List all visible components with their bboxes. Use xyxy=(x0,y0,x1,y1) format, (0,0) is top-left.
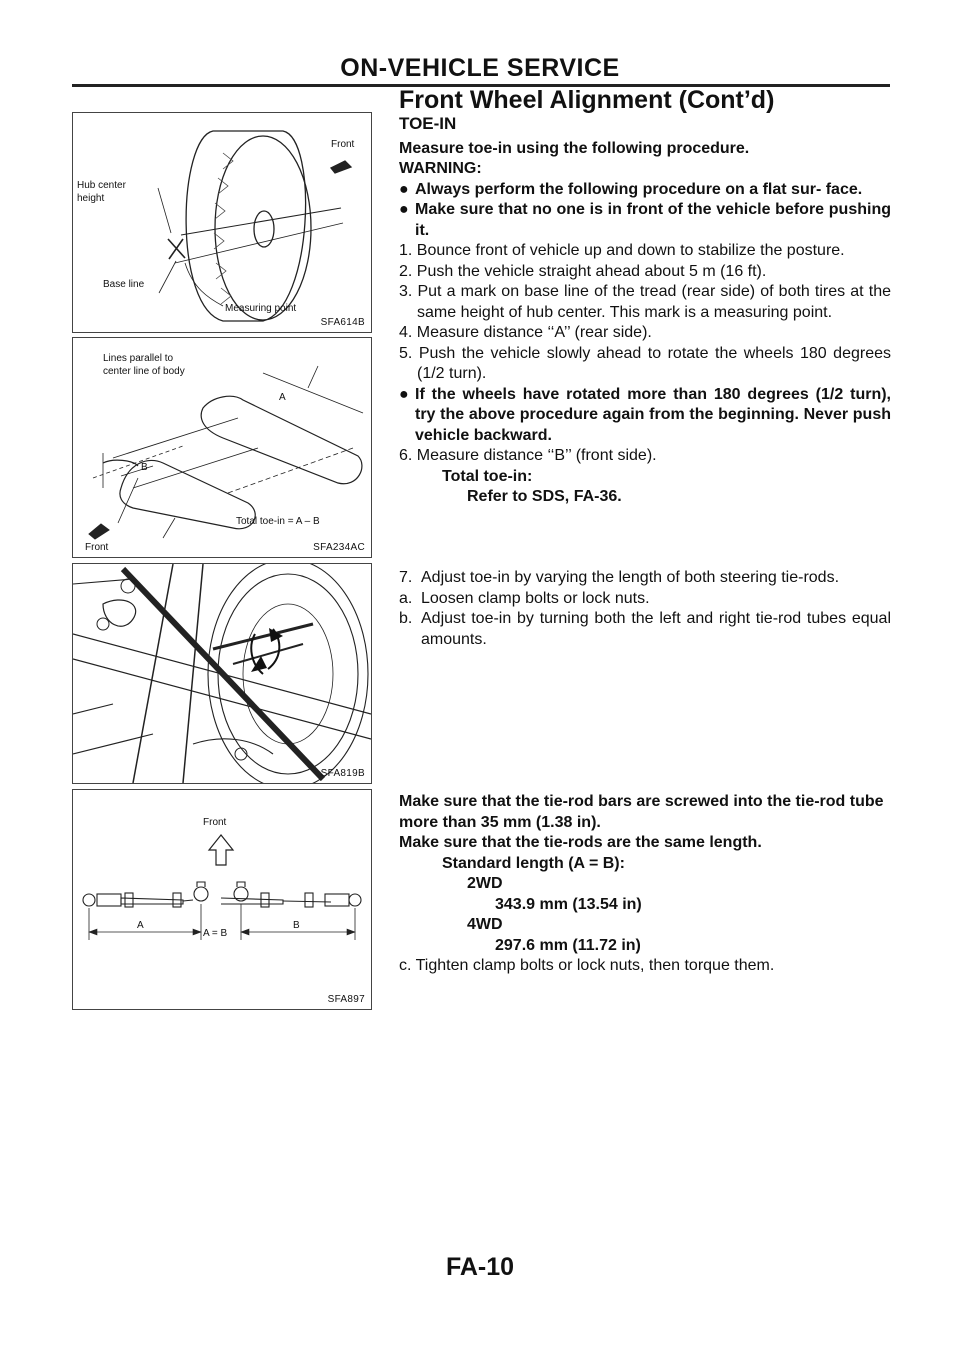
spec-2wd-value: 343.9 mm (13.54 in) xyxy=(495,895,642,913)
toe-in-illustration xyxy=(73,338,371,557)
figure-code: SFA614B xyxy=(320,317,365,328)
tie-rod-length-spec xyxy=(399,792,891,977)
spec-4wd-label: 4WD xyxy=(467,916,503,933)
warning-bullet: ● Always perform the following procedure on a flat sur- face. xyxy=(399,180,863,198)
label-height: height xyxy=(77,193,105,204)
toe-in-procedure xyxy=(399,114,891,508)
label-b: B xyxy=(141,462,148,473)
label-base-line: Base line xyxy=(103,279,145,290)
procedure-step: 5. Push the vehicle slowly ahead to rotate the wheels 180 degrees (1/2 turn). xyxy=(399,344,891,382)
tie-rod-note: Make sure that the tie-rods are the same length. xyxy=(399,834,762,851)
procedure-step: 6. Measure distance ‘‘B’’ (front side). xyxy=(399,447,657,464)
standard-length-label: Standard length (A = B): xyxy=(442,854,625,872)
label-a: A xyxy=(137,920,144,931)
tie-rod-note: Make sure that the tie-rod bars are screwed into the tie-rod tube more than 35 mm (1.38 in). xyxy=(399,793,884,831)
rotation-arrow-icon xyxy=(269,628,283,642)
procedure-step: 2. Push the vehicle straight ahead about 5 m (16 ft). xyxy=(399,262,767,280)
spec-2wd-label: 2WD xyxy=(467,875,503,892)
spec-value: Refer to SDS, FA-36. xyxy=(467,488,622,505)
label-b: B xyxy=(293,920,300,931)
warning-label: WARNING: xyxy=(399,160,482,177)
page-number: FA-10 xyxy=(445,1253,515,1281)
front-arrow-icon xyxy=(89,524,109,539)
spec-4wd-value: 297.6 mm (11.72 in) xyxy=(495,936,641,954)
label-measuring-point: Measuring point xyxy=(225,303,297,314)
label-front: Front xyxy=(331,139,355,150)
tire-illustration xyxy=(73,113,371,332)
figure-code: SFA897 xyxy=(327,994,365,1005)
label-front: Front xyxy=(85,542,109,553)
procedure-step: 4. Measure distance ‘‘A’’ (rear side). xyxy=(399,324,652,341)
figure-code: SFA819B xyxy=(320,768,365,779)
figure-tie-rod-adjust xyxy=(72,563,372,784)
figure-tie-rod-length xyxy=(72,789,372,1010)
page-subtitle: Front Wheel Alignment (Cont’d) xyxy=(399,86,775,114)
label-hub-center: Hub center xyxy=(77,180,126,191)
warning-bullet: ● Make sure that no one is in front of the vehicle before pushing it. xyxy=(399,201,891,239)
front-arrow-icon xyxy=(209,835,233,865)
label-lines-parallel: Lines parallel to xyxy=(103,353,174,364)
procedure-step: 7. Adjust toe-in by varying the length of both steering tie-rods. xyxy=(399,569,840,586)
figure-toe-in-diagram xyxy=(72,337,372,558)
procedure-step: 3. Put a mark on base line of the tread (rear side) of both tires at the same height of hub center. This mark is a measuring point. xyxy=(399,283,891,321)
procedure-step: a. Loosen clamp bolts or lock nuts. xyxy=(399,589,650,607)
tie-rod-illustration xyxy=(73,564,371,783)
rotation-bullet: ● If the wheels have rotated more than 180 degrees (1/2 turn), try the above procedure again from the beginning. Never push vehicle backward. xyxy=(399,385,891,444)
procedure-step: 1. Bounce front of vehicle up and down to stabilize the posture. xyxy=(399,242,845,259)
label-center-line: center line of body xyxy=(103,366,185,377)
figure-tire-measuring-point xyxy=(72,112,372,333)
adjust-toe-in-steps xyxy=(399,568,891,650)
label-total-toe-in: Total toe-in = A – B xyxy=(236,516,320,527)
label-a: A xyxy=(279,392,286,403)
intro-text: Measure toe-in using the following procedure. xyxy=(399,139,750,157)
section-heading: TOE-IN xyxy=(399,114,457,133)
tie-rod-length-illustration xyxy=(73,790,371,1009)
label-a-equals-b: A = B xyxy=(203,928,228,939)
spec-label: Total toe-in: xyxy=(442,467,533,485)
procedure-step: c. Tighten clamp bolts or lock nuts, then torque them. xyxy=(399,957,775,974)
section-title: ON-VEHICLE SERVICE xyxy=(340,54,620,82)
procedure-step: b. Adjust toe-in by turning both the left and right tie-rod tubes equal amounts. xyxy=(399,610,891,648)
label-front: Front xyxy=(203,817,227,828)
figure-code: SFA234AC xyxy=(313,542,365,553)
